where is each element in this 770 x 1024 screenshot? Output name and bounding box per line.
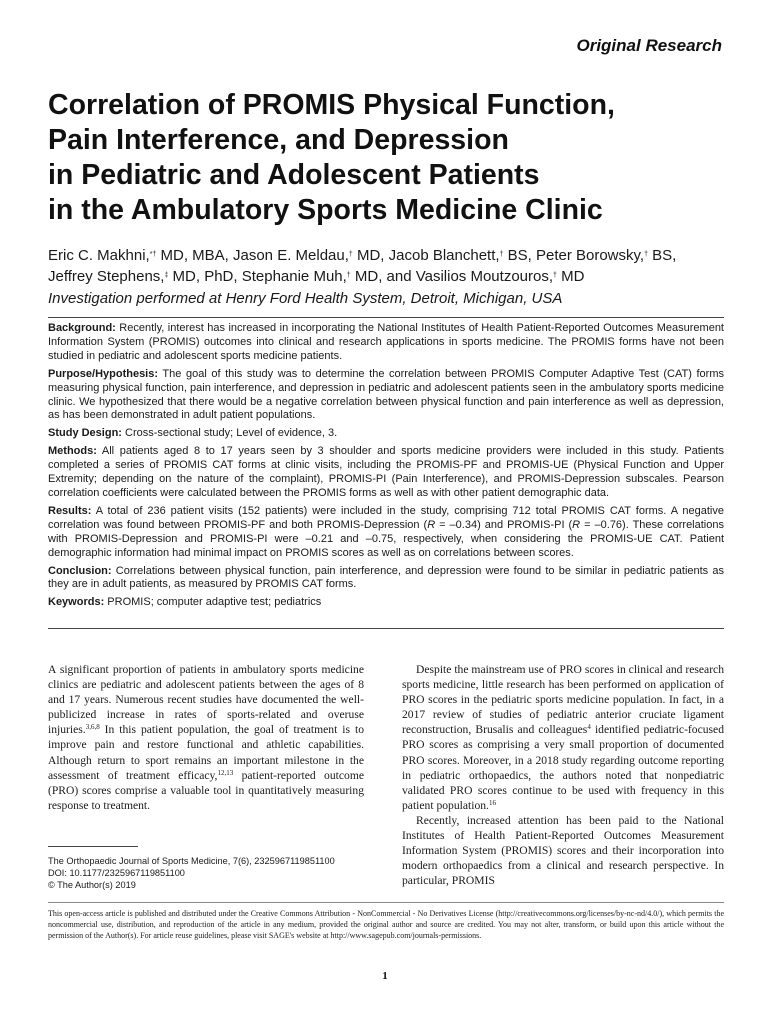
body-paragraph	[402, 813, 724, 888]
abstract-top-rule	[48, 317, 724, 318]
journal-citation: The Orthopaedic Journal of Sports Medicine, 7(6), 2325967119851100	[48, 856, 335, 866]
abstract-bottom-rule	[48, 628, 724, 629]
abstract-purpose	[48, 368, 724, 424]
abstract-text: Cross-sectional study; Level of evidence, 3.	[121, 427, 338, 440]
doi: DOI: 10.1177/2325967119851100	[48, 868, 185, 878]
title-line: Correlation of PROMIS Physical Function,	[48, 89, 615, 121]
author-affiliation-mark: ‡	[164, 272, 169, 279]
abstract-text: Correlations between physical function, pain interference, and depression were found to be similar in pediatric patients as they are in adult patients, as measured by PROMIS CAT forms.	[48, 564, 724, 591]
author-name: BS, Peter Borowsky,	[503, 247, 645, 264]
author-name: MD, MBA, Jason E. Meldau,	[156, 247, 349, 264]
author-degree: BS,	[647, 247, 677, 264]
body-column-right	[402, 662, 724, 888]
author-name: MD, and Vasilios Moutzouros,	[350, 268, 554, 285]
title-line: Pain Interference, and Depression	[48, 124, 509, 156]
license-rule	[48, 902, 724, 903]
author-degree: MD	[556, 268, 585, 285]
abstract-text: The goal of this study was to determine the correlation between PROMIS Computer Adaptive Test (CAT) forms measuring physical function, pain interference, and depression in pediatric and adolescent patients seen in the ambulatory sports medicine clinic. We hypothesized that there would be a negative correlation between physical function and pain interference as well as depression, as has been demonstrated in adult patient populations.	[48, 367, 724, 422]
citation-ref: 3,6,8	[85, 723, 100, 732]
title-line: in the Ambulatory Sports Medicine Clinic	[48, 194, 603, 226]
author-list	[48, 245, 728, 287]
abstract-label: Study Design:	[48, 427, 122, 440]
body-column-left	[48, 662, 364, 813]
abstract-results	[48, 505, 724, 561]
body-paragraph	[402, 662, 724, 813]
article-title	[48, 88, 728, 228]
stat-symbol: R	[572, 518, 581, 531]
author-affiliation-mark: †	[348, 251, 353, 258]
author-name: MD, PhD, Stephanie Muh,	[168, 268, 347, 285]
abstract-methods	[48, 445, 724, 501]
abstract-label: Background:	[48, 322, 116, 334]
citation-ref: 16	[488, 798, 496, 807]
author-name: Eric C. Makhni,	[48, 247, 150, 264]
body-text: Recently, increased attention has been paid to the National Institutes of Health Patient-Reported Outcomes Measurement Information System (PROMIS) scores and their incorporation into modern orthopaedics from a clinical and research perspective. In particular, PROMIS	[402, 813, 724, 888]
body-text: In this patient population, the goal of treatment is to improve pain and restore functional and athletic capabilities. Although return to sport remains an important milestone in the assessment of treatment efficacy,	[48, 723, 364, 782]
page-number: 1	[382, 970, 388, 982]
abstract-label: Purpose/Hypothesis:	[48, 367, 159, 380]
abstract-text: A total of 236 patient visits (152 patients) were included in the study, comprising 712 total PROMIS CAT forms. A negative correlation was found between PROMIS-PF and both PROMIS-Depression (	[48, 504, 724, 531]
abstract-background	[48, 322, 724, 364]
author-affiliation-mark: †	[499, 251, 504, 258]
abstract-text: = –0.34) and PROMIS-PI (	[435, 518, 573, 531]
author-line	[48, 266, 728, 287]
body-text: Despite the mainstream use of PRO scores in clinical and research sports medicine, little research has been performed on application of PRO scores in the pediatric sports medicine population. In fact, in a 2017 review of studies of pediatric anterior cruciate ligament reconstruction, Brusalis and colleagues	[402, 663, 724, 737]
author-line	[48, 245, 728, 266]
copyright: © The Author(s) 2019	[48, 880, 136, 890]
abstract-label: Conclusion:	[48, 564, 112, 577]
body-text: identified pediatric-focused PRO scores as comprising a very small proportion of documented PRO scores. Moreover, in a 2018 study regarding outcome reporting in pediatric orthopaedics, the authors noted that nonpediatric validated PRO scores continue to be used with frequency in this patient population.	[402, 723, 724, 812]
abstract-text: Recently, interest has increased in incorporating the National Institutes of Health Patient-Reported Outcomes Measurement Information System (PROMIS) outcomes into clinical and research applications in sports medicine. The PROMIS forms have not been studied in pediatric and adolescent sports medicine patients.	[48, 322, 724, 362]
abstract-label: Keywords:	[48, 596, 105, 609]
body-text: A significant proportion of patients in ambulatory sports medicine clinics are pediatric and adolescent patients between the ages of 8 and 17 years. Numerous recent studies have documented the well-publicized increase in rates of sports-related and overuse injuries.	[48, 663, 364, 737]
title-line: in Pediatric and Adolescent Patients	[48, 159, 540, 191]
author-name: MD, Jacob Blanchett,	[352, 247, 500, 264]
journal-info	[48, 855, 335, 891]
citation-ref: 4	[587, 723, 591, 732]
abstract-label: Results:	[48, 504, 92, 517]
abstract-keywords	[48, 596, 724, 610]
citation-ref: 12,13	[217, 768, 234, 777]
abstract-text: PROMIS; computer adaptive test; pediatrics	[104, 596, 322, 609]
abstract-text: = –0.76). These correlations with PROMIS-Depression and PROMIS-PI were –0.21 and –0.75, respectively, when considering the PROMIS-UE CAT. Patient demographic information had minimal impact on PROMIS scores as well as on correlations between scores.	[48, 518, 724, 559]
abstract-design	[48, 427, 724, 441]
section-label: Original Research	[576, 36, 722, 55]
stat-symbol: R	[427, 518, 436, 531]
affiliation: Investigation performed at Henry Ford Health System, Detroit, Michigan, USA	[48, 290, 563, 307]
author-affiliation-mark: †	[644, 251, 648, 258]
footnote-rule	[48, 846, 138, 847]
abstract-conclusion	[48, 565, 724, 593]
author-name: Jeffrey Stephens,	[48, 268, 165, 285]
abstract-text: All patients aged 8 to 17 years seen by 3 shoulder and sports medicine providers were included in this study. Patients completed a series of PROMIS CAT forms at clinic visits, including the PROMIS-PF and PROMIS-UE (Physical Function and Upper Extremity; depending on the nature of the complaint), PROMIS-PI (Pain Interference), and PROMIS-Depression subscales. Pearson correlation coefficients were calculated between the PROMIS forms as well as with other patient demographic data.	[48, 445, 724, 499]
abstract-label: Methods:	[48, 445, 97, 458]
author-affiliation-mark: †	[553, 272, 557, 279]
body-paragraph	[48, 662, 364, 813]
abstract	[48, 322, 724, 614]
author-affiliation-mark: †	[346, 272, 351, 279]
body-text: patient-reported outcome (PRO) scores comprise a valuable tool in quantitatively measuring response to treatment.	[48, 768, 364, 812]
author-affiliation-mark: *†	[149, 251, 157, 258]
license-notice: This open-access article is published and distributed under the Creative Commons Attribution - NonCommercial - No Derivatives License (http://creativecommons.org/licenses/by-nc-nd/4.0/), which permits the noncommercial use, distribution, and reproduction of the article in any medium, provided the original author and source are credited. You may not alter, transform, or build upon this article without the permission of the Author(s). For article reuse guidelines, please visit SAGE's website at http://www.sagepub.com/journals-permissions.	[48, 909, 724, 941]
